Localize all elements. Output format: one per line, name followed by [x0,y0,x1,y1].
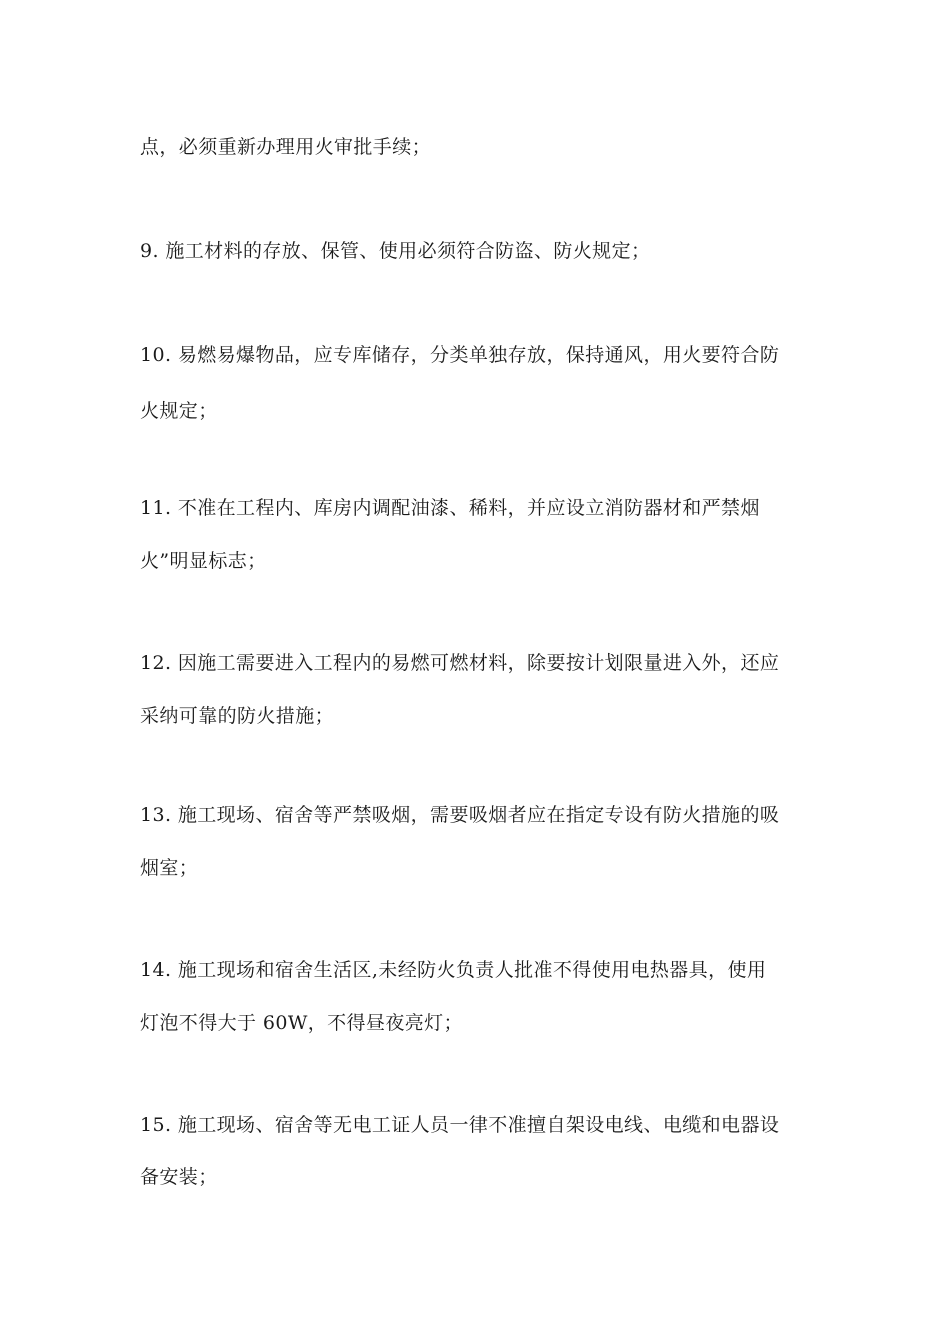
text-line-item-10-cont: 火规定； [140,400,218,422]
text-line-item-15-cont: 备安装； [140,1166,218,1188]
text-line-item-10: 10. 易燃易爆物品，应专库储存，分类单独存放，保持通风，用火要符合防 [140,344,780,366]
text-line-item-15: 15. 施工现场、宿舍等无电工证人员一律不准擅自架设电线、电缆和电器设 [140,1114,780,1136]
text-line-item-13: 13. 施工现场、宿舍等严禁吸烟，需要吸烟者应在指定专设有防火措施的吸 [140,804,780,826]
text-line-item-11: 11. 不准在工程内、库房内调配油漆、稀料，并应设立消防器材和严禁烟 [140,497,760,519]
text-line-item-12: 12. 因施工需要进入工程内的易燃可燃材料，除要按计划限量进入外，还应 [140,652,780,674]
text-line-item-14-cont: 灯泡不得大于 60W，不得昼夜亮灯； [140,1012,463,1034]
text-line-item-9: 9. 施工材料的存放、保管、使用必须符合防盗、防火规定； [140,240,651,262]
text-line-item-13-cont: 烟室； [140,857,199,879]
text-line-item-14: 14. 施工现场和宿舍生活区,未经防火负责人批准不得使用电热器具，使用 [140,959,767,981]
text-line-continuation-8: 点，必须重新办理用火审批手续； [140,136,432,158]
text-line-item-11-cont: 火”明显标志； [140,550,267,572]
text-line-item-12-cont: 采纳可靠的防火措施； [140,705,335,727]
